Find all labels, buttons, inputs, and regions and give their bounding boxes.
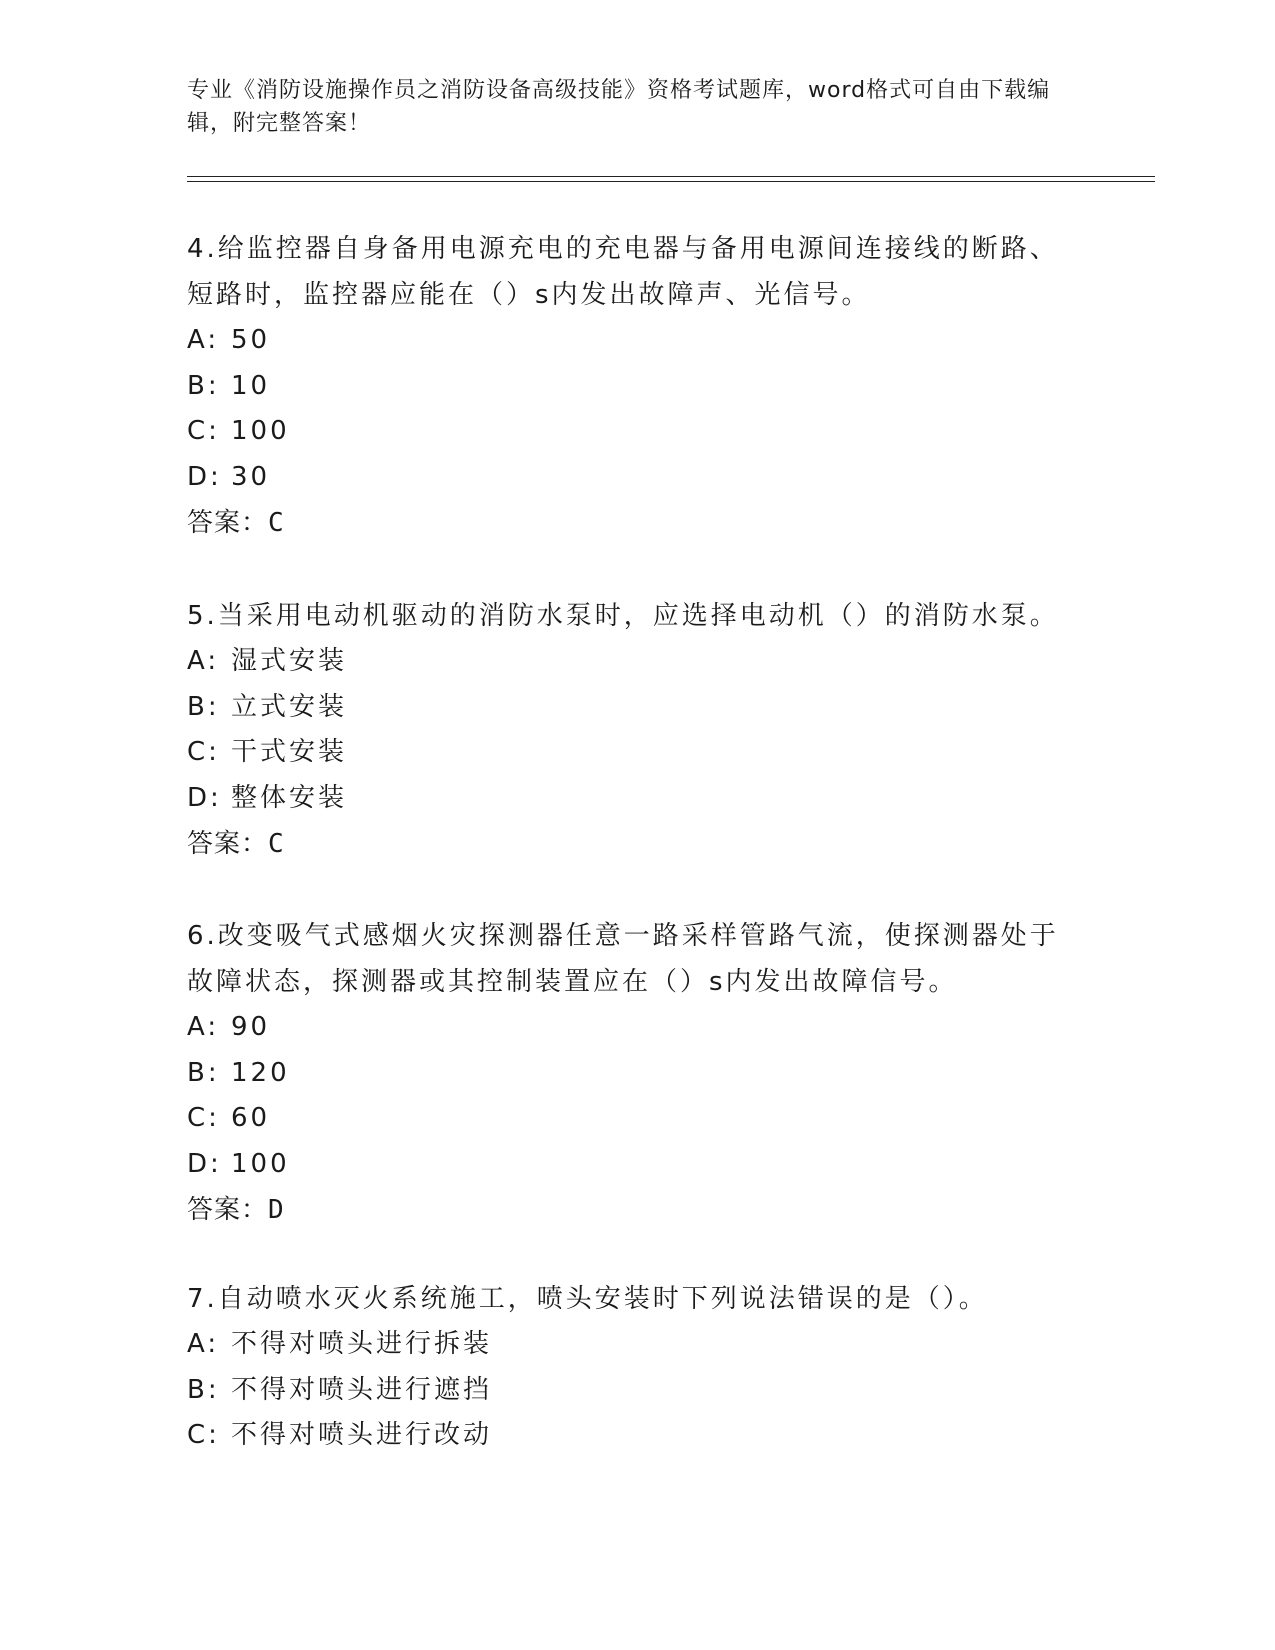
option-text: 100 [231, 1148, 290, 1179]
option-d [187, 776, 1087, 822]
answer-line: 答案：D [187, 1195, 285, 1225]
option-c [187, 409, 1087, 455]
option-a [187, 1005, 1087, 1051]
option-label: B: [187, 370, 220, 401]
option-label: A: [187, 325, 220, 355]
option-a [187, 318, 1087, 364]
option-text: 30 [231, 461, 271, 492]
option-c [187, 1413, 1087, 1459]
option-label: C: [187, 416, 220, 446]
option-text: 立式安装 [231, 691, 348, 722]
option-d [187, 1142, 1087, 1188]
option-text: 60 [231, 1103, 271, 1133]
answer-line: 答案：C [187, 508, 285, 538]
question-5 [187, 593, 1087, 867]
question-stem: 7.自动喷水灭火系统施工，喷头安装时下列说法错误的是（）。 [187, 1284, 988, 1314]
option-label: B: [187, 691, 220, 722]
question-stem: 5.当采用电动机驱动的消防水泵时，应选择电动机（）的消防水泵。 [187, 601, 1059, 631]
option-text: 整体安装 [231, 782, 348, 813]
option-c [187, 1096, 1087, 1142]
document-header: 专业《消防设施操作员之消防设备高级技能》资格考试题库，word格式可自由下载编辑，附完整答案！ [187, 78, 1051, 136]
option-a [187, 1322, 1087, 1368]
option-text: 90 [231, 1012, 271, 1042]
option-b [187, 1051, 1087, 1097]
option-c [187, 730, 1087, 776]
option-a [187, 639, 1087, 685]
question-stem: 6.改变吸气式感烟火灾探测器任意一路采样管路气流，使探测器处于故障状态，探测器或其控制装置应在（）s内发出故障信号。 [187, 921, 1059, 997]
option-label: C: [187, 737, 220, 767]
option-label: A: [187, 1329, 220, 1359]
option-text: 不得对喷头进行遮挡 [231, 1374, 493, 1405]
option-b [187, 364, 1087, 410]
option-text: 干式安装 [231, 737, 348, 767]
question-7 [187, 1276, 1087, 1459]
option-text: 100 [231, 416, 290, 446]
option-d [187, 455, 1087, 501]
option-text: 10 [231, 370, 271, 401]
answer-line: 答案：C [187, 829, 285, 859]
option-label: D: [187, 782, 222, 813]
option-label: A: [187, 646, 220, 676]
header-divider-top [187, 176, 1155, 177]
option-b [187, 685, 1087, 731]
option-text: 湿式安装 [231, 646, 348, 676]
option-label: C: [187, 1103, 220, 1133]
option-label: D: [187, 1148, 222, 1179]
option-label: C: [187, 1420, 220, 1450]
question-stem: 4.给监控器自身备用电源充电的充电器与备用电源间连接线的断路、短路时，监控器应能在（）s内发出故障声、光信号。 [187, 234, 1059, 310]
option-text: 不得对喷头进行拆装 [231, 1329, 493, 1359]
question-6 [187, 913, 1087, 1233]
option-label: A: [187, 1012, 220, 1042]
option-text: 不得对喷头进行改动 [231, 1420, 493, 1450]
header-divider-bottom [187, 181, 1155, 182]
option-b [187, 1368, 1087, 1414]
question-4 [187, 226, 1087, 546]
option-label: B: [187, 1374, 220, 1405]
option-label: D: [187, 461, 222, 492]
option-text: 50 [231, 325, 271, 355]
option-text: 120 [231, 1057, 290, 1088]
option-label: B: [187, 1057, 220, 1088]
